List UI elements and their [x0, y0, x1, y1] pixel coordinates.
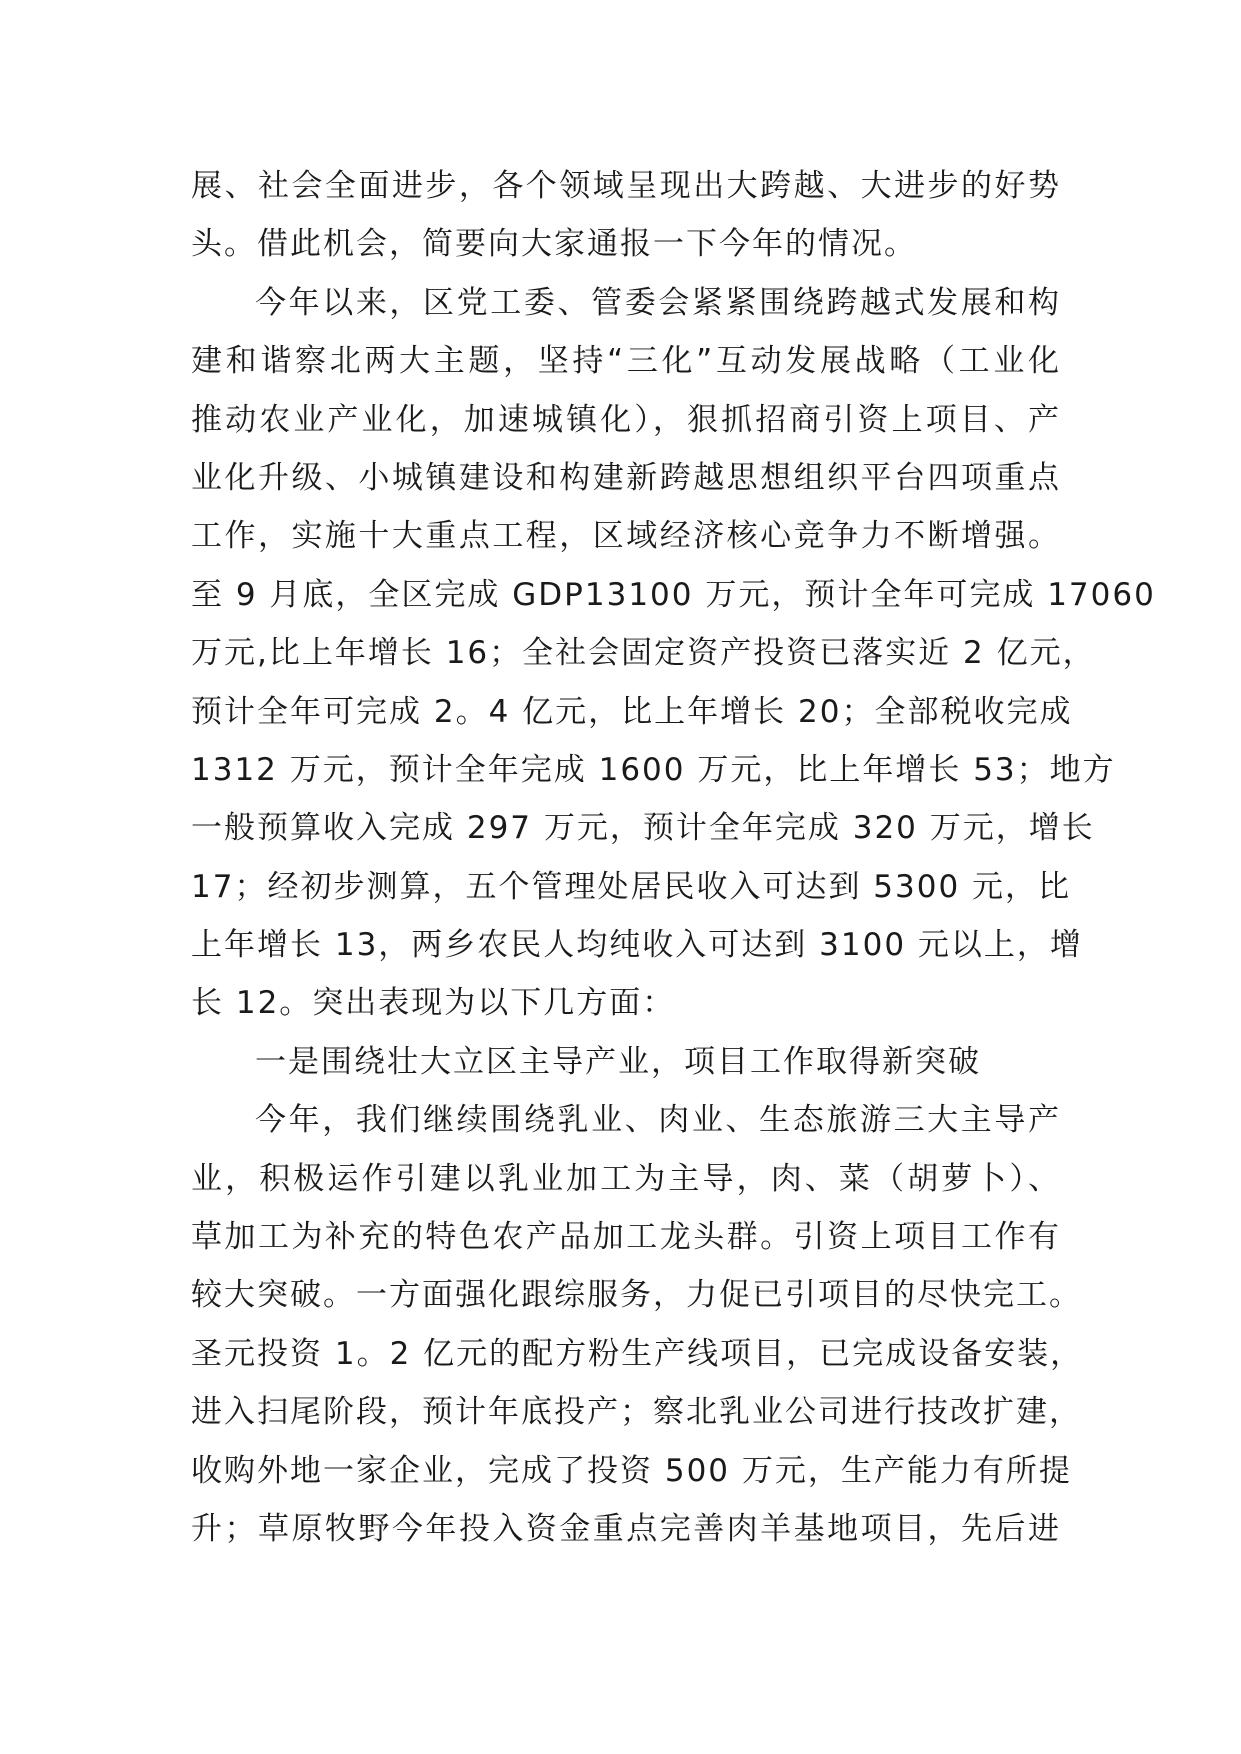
text-line: 草加工为补充的特色农产品加工龙头群。引资上项目工作有: [191, 1219, 1061, 1256]
text-line: 较大突破。一方面强化跟综服务，力促已引项目的尽快完工。: [191, 1277, 1082, 1314]
text-line: 业化升级、小城镇建设和构建新跨越思想组织平台四项重点: [191, 459, 1061, 496]
text-line: 17；经初步测算，五个管理处居民收入可达到 5300 元，比: [191, 868, 1072, 905]
text-line: 今年，我们继续围绕乳业、肉业、生态旅游三大主导产: [255, 1102, 1061, 1139]
text-line: 升；草原牧野今年投入资金重点完善肉羊基地项目，先后进: [191, 1510, 1061, 1547]
text-line: 圣元投资 1。2 亿元的配方粉生产线项目，已完成设备安装，: [191, 1335, 1084, 1372]
text-line: 至 9 月底，全区完成 GDP13100 万元，预计全年可完成 17060: [191, 576, 1156, 613]
text-line: 万元,比上年增长 16；全社会固定资产投资已落实近 2 亿元，: [191, 635, 1096, 672]
text-line: 业，积极运作引建以乳业加工为主导，肉、菜（胡萝卜）、: [191, 1160, 1061, 1197]
text-line: 一般预算收入完成 297 万元，预计全年完成 320 万元，增长: [191, 810, 1095, 847]
text-line: 预计全年可完成 2。4 亿元，比上年增长 20；全部税收完成: [191, 693, 1073, 730]
text-line: 头。借此机会，简要向大家通报一下今年的情况。: [191, 226, 917, 263]
text-line: 进入扫尾阶段，预计年底投产；察北乳业公司进行技改扩建，: [191, 1394, 1082, 1431]
text-line: 上年增长 13，两乡农民人均纯收入可达到 3100 元以上，增: [191, 927, 1083, 964]
text-line: 收购外地一家企业，完成了投资 500 万元，生产能力有所提: [191, 1452, 1072, 1489]
body-text: [191, 157, 1156, 1558]
text-line: 今年以来，区党工委、管委会紧紧围绕跨越式发展和构: [255, 284, 1061, 321]
text-line: 工作，实施十大重点工程，区域经济核心竞争力不断增强。: [191, 518, 1061, 555]
text-line: 展、社会全面进步，各个领域呈现出大跨越、大进步的好势: [191, 168, 1061, 204]
text-line: 一是围绕壮大立区主导产业，项目工作取得新突破: [255, 1043, 981, 1080]
text-line: 长 12。突出表现为以下几方面：: [191, 985, 676, 1022]
text-line: 建和谐察北两大主题，坚持“三化”互动发展战略（工业化: [191, 343, 1061, 380]
text-line: 1312 万元，预计全年完成 1600 万元，比上年增长 53；地方: [191, 751, 1116, 788]
text-line: 推动农业产业化，加速城镇化），狠抓招商引资上项目、产: [191, 401, 1061, 438]
